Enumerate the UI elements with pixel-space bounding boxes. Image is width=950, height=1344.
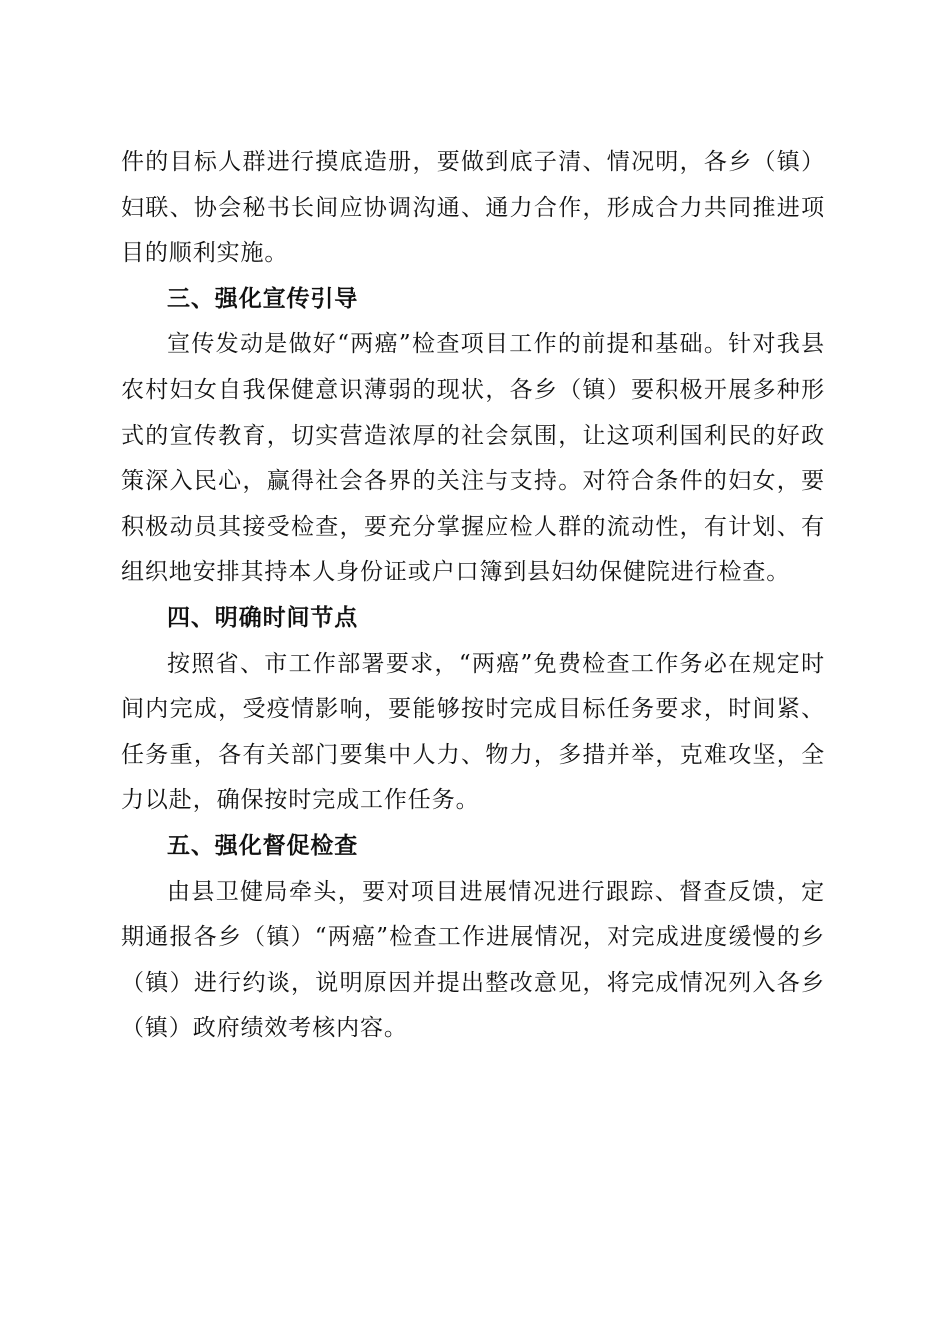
paragraph-timeline: 按照省、市工作部署要求，“两癌”免费检查工作务必在规定时间内完成，受疫情影响，要能够按时完成目标任务要求，时间紧、任务重，各有关部门要集中人力、物力，多措并举，克难攻坚，全力以赴，确保按时完成工作任务。 xyxy=(121,650,825,814)
paragraph-continued: 件的目标人群进行摸底造册，要做到底子清、情况明，各乡（镇）妇联、协会秘书长间应协调沟通、通力合作，形成合力共同推进项目的顺利实施。 xyxy=(121,149,825,267)
document-body xyxy=(121,140,825,1052)
section-heading-3: 三、强化宣传引导 xyxy=(167,285,359,312)
paragraph-publicity: 宣传发动是做好“两癌”检查项目工作的前提和基础。针对我县农村妇女自我保健意识薄弱的现状，各乡（镇）要积极开展多种形式的宣传教育，切实营造浓厚的社会氛围，让这项利国利民的好政策深入民心，赢得社会各界的关注与支持。对符合条件的妇女，要积极动员其接受检查，要充分掌握应检人群的流动性，有计划、有组织地安排其持本人身份证或户口簿到县妇幼保健院进行检查。 xyxy=(121,331,825,586)
section-heading-5: 五、强化督促检查 xyxy=(167,832,359,859)
section-heading-4: 四、明确时间节点 xyxy=(167,604,359,631)
paragraph-supervision: 由县卫健局牵头，要对项目进展情况进行跟踪、督查反馈，定期通报各乡（镇）“两癌”检查工作进展情况，对完成进度缓慢的乡（镇）进行约谈，说明原因并提出整改意见，将完成情况列入各乡（镇）政府绩效考核内容。 xyxy=(121,878,825,1042)
